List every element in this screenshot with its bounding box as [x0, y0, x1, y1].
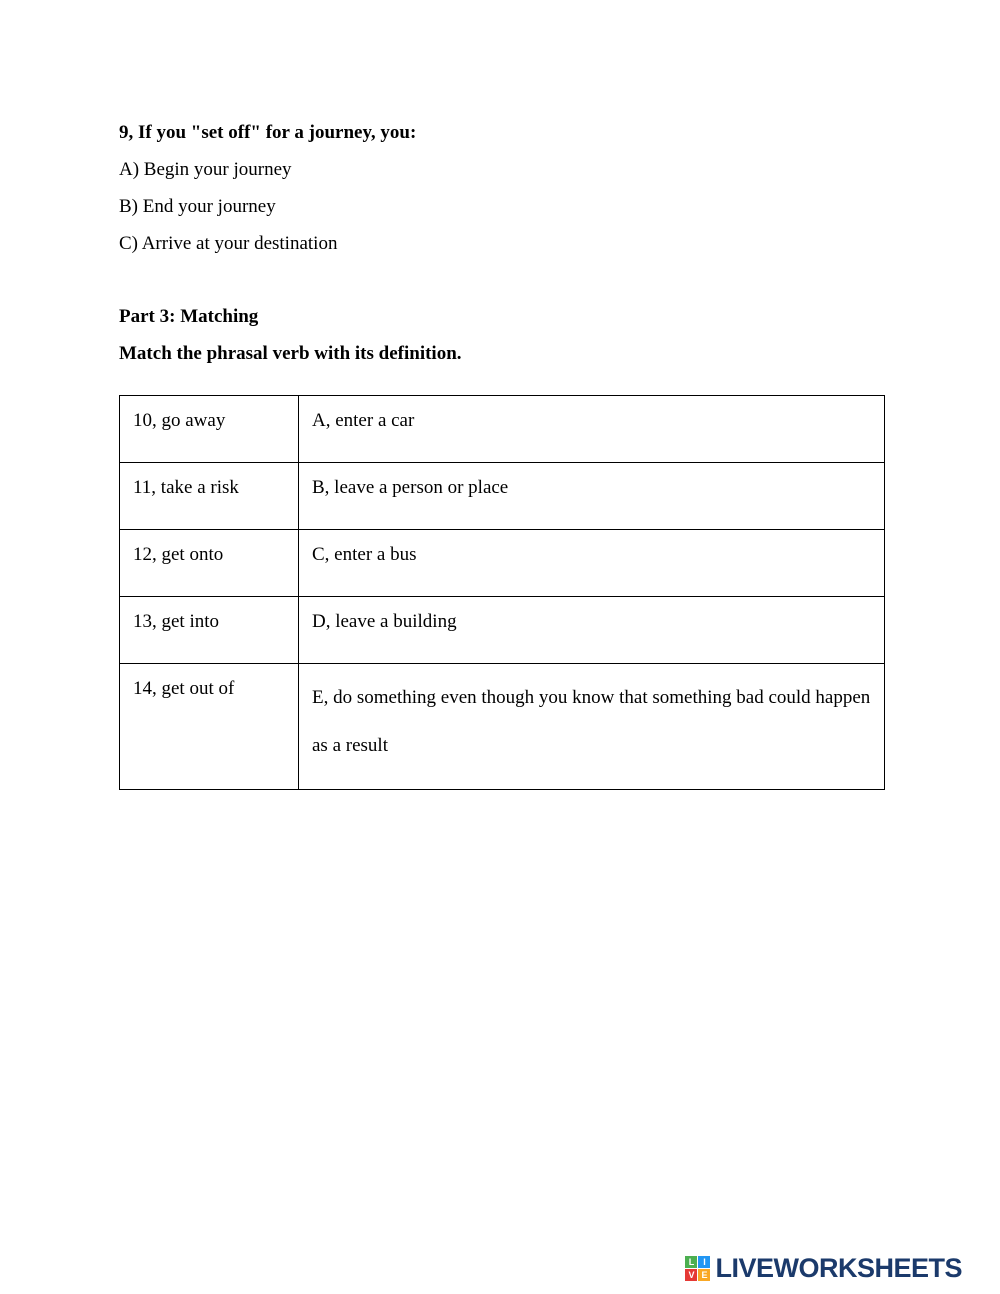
logo-letter-i: I	[698, 1256, 710, 1268]
part3-instruction: Match the phrasal verb with its definition.	[119, 343, 462, 364]
liveworksheets-footer	[685, 1253, 962, 1284]
liveworksheets-logo-icon	[685, 1256, 710, 1281]
definition-cell: D, leave a building	[299, 597, 885, 664]
table-row	[120, 597, 885, 664]
table-row	[120, 463, 885, 530]
phrasal-verb-cell: 13, get into	[120, 597, 299, 664]
table-row	[120, 530, 885, 597]
liveworksheets-brand-text: LIVEWORKSHEETS	[715, 1253, 962, 1283]
worksheet-page	[119, 0, 885, 790]
table-row	[120, 664, 885, 790]
phrasal-verb-cell: 14, get out of	[120, 664, 299, 790]
definition-cell: E, do something even though you know that something bad could happen as a result	[299, 664, 885, 790]
logo-letter-v: V	[685, 1269, 697, 1281]
logo-letter-e: E	[698, 1269, 710, 1281]
matching-table	[119, 395, 885, 790]
question-9-option-b: B) End your journey	[119, 196, 276, 217]
definition-cell: B, leave a person or place	[299, 463, 885, 530]
definition-cell: A, enter a car	[299, 396, 885, 463]
question-9-title: 9, If you "set off" for a journey, you:	[119, 122, 417, 143]
table-row	[120, 396, 885, 463]
phrasal-verb-cell: 11, take a risk	[120, 463, 299, 530]
part3-heading: Part 3: Matching	[119, 306, 259, 327]
logo-letter-l: L	[685, 1256, 697, 1268]
question-9-option-c: C) Arrive at your destination	[119, 233, 338, 254]
question-9-option-a: A) Begin your journey	[119, 159, 292, 180]
phrasal-verb-cell: 12, get onto	[120, 530, 299, 597]
definition-cell: C, enter a bus	[299, 530, 885, 597]
phrasal-verb-cell: 10, go away	[120, 396, 299, 463]
